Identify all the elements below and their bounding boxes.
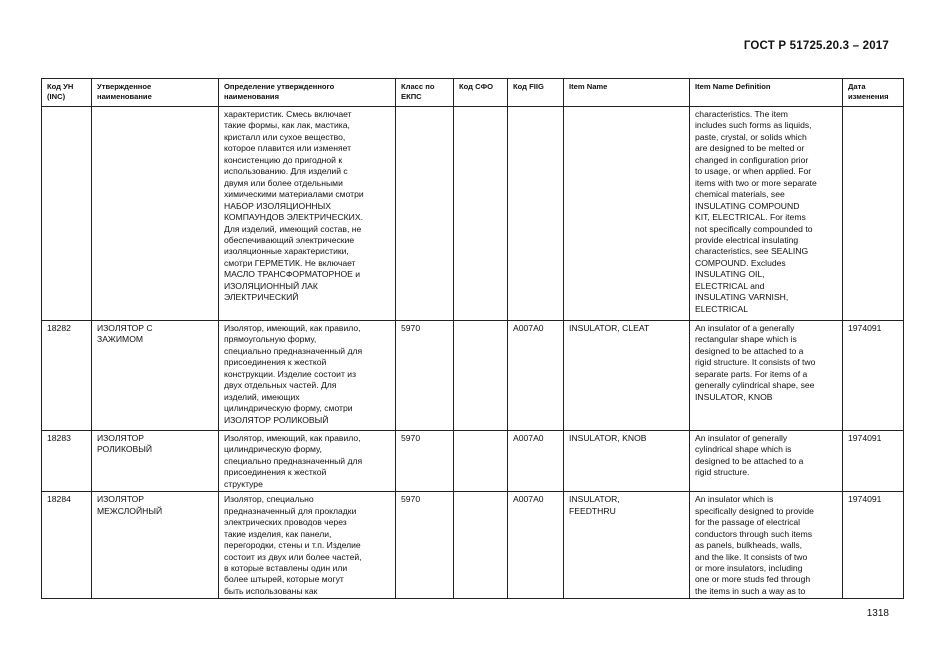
cell-item-definition: An insulator of generally cylindrical shape which is designed to be attached to a rigid structure.	[690, 431, 843, 492]
cell-inc: 18284	[42, 492, 92, 599]
table-header-row	[42, 79, 904, 107]
header-fiig-code: Код FIIG	[508, 79, 564, 107]
cell-item-definition: An insulator of a generally rectangular shape which is designed to be attached to a rigid structure. It consists of two separate parts. For items of a generally cylindrical shape, see INSULATOR, KNOB	[690, 321, 843, 431]
cell-fiig-code: A007A0	[508, 321, 564, 431]
header-sfo-code: Код СФО	[454, 79, 508, 107]
cell-inc: 18282	[42, 321, 92, 431]
cell-fiig-code	[508, 107, 564, 321]
header-approved-name: Утвержденное наименование	[92, 79, 219, 107]
table-row	[42, 107, 904, 321]
cell-ekps-class: 5970	[396, 321, 454, 431]
cell-approved-name	[92, 107, 219, 321]
cell-item-name	[564, 107, 690, 321]
cell-item-definition: An insulator which is specifically designed to provide for the passage of electrical conductors through such items as panels, bulkheads, walls, and the like. It consists of two or more insulators, including one or more studs fed through the items in such a way as to	[690, 492, 843, 599]
cell-change-date: 1974091	[843, 431, 904, 492]
cell-sfo-code	[454, 321, 508, 431]
cell-approved-name: ИЗОЛЯТОР С ЗАЖИМОМ	[92, 321, 219, 431]
cell-approved-name: ИЗОЛЯТОР РОЛИКОВЫЙ	[92, 431, 219, 492]
header-definition: Определение утвержденного наименования	[219, 79, 396, 107]
page-number: 1318	[866, 608, 889, 619]
header-item-definition: Item Name Definition	[690, 79, 843, 107]
table-row	[42, 431, 904, 492]
cell-item-definition: characteristics. The item includes such forms as liquids, paste, crystal, or solids which are designed to be melted or changed in configuration prior to usage, or when applied. For items with two or more separate chemical materials, see INSULATING COMPOUND KIT, ELECTRICAL. For items not specifically compounded to provide electrical insulating characteristics, see SEALING COMPOUND. Excludes INSULATING OIL, ELECTRICAL and INSULATING VARNISH, ELECTRICAL	[690, 107, 843, 321]
cell-definition: Изолятор, имеющий, как правило, прямоугольную форму, специально предназначенный для присоединения к жесткой конструкции. Изделие состоит из двух отдельных частей. Для изделий, имеющих цилиндрическую форму, смотри ИЗОЛЯТОР РОЛИКОВЫЙ	[219, 321, 396, 431]
cell-ekps-class: 5970	[396, 492, 454, 599]
cell-item-name: INSULATOR, CLEAT	[564, 321, 690, 431]
header-ekps-class: Класс по ЕКПС	[396, 79, 454, 107]
cell-change-date: 1974091	[843, 321, 904, 431]
nomenclature-table	[41, 78, 904, 599]
cell-ekps-class: 5970	[396, 431, 454, 492]
cell-sfo-code	[454, 431, 508, 492]
cell-definition: Изолятор, имеющий, как правило, цилиндрическую форму, специально предназначенный для присоединения к жесткой структуре	[219, 431, 396, 492]
cell-ekps-class	[396, 107, 454, 321]
cell-fiig-code: A007A0	[508, 431, 564, 492]
cell-inc: 18283	[42, 431, 92, 492]
cell-fiig-code: A007A0	[508, 492, 564, 599]
cell-definition: характеристик. Смесь включает такие формы, как лак, мастика, кристалл или сухое вещество, которое плавится или изменяет консистенцию до пригодной к использованию. Для изделий с двумя или более отдельными химическими материалами смотри НАБОР ИЗОЛЯЦИОННЫХ КОМПАУНДОВ ЭЛЕКТРИЧЕСКИХ. Для изделий, имеющий состав, не обеспечивающий электрические изоляционные характеристики, смотри ГЕРМЕТИК. Не включает МАСЛО ТРАНСФОРМАТОРНОЕ и ИЗОЛЯЦИОННЫЙ ЛАК ЭЛЕКТРИЧЕСКИЙ	[219, 107, 396, 321]
cell-change-date	[843, 107, 904, 321]
cell-sfo-code	[454, 107, 508, 321]
document-standard-number: ГОСТ Р 51725.20.3 – 2017	[743, 40, 889, 52]
table-row	[42, 321, 904, 431]
cell-item-name: INSULATOR, KNOB	[564, 431, 690, 492]
header-change-date: Дата изменения	[843, 79, 904, 107]
cell-change-date: 1974091	[843, 492, 904, 599]
cell-sfo-code	[454, 492, 508, 599]
cell-inc	[42, 107, 92, 321]
cell-item-name: INSULATOR, FEEDTHRU	[564, 492, 690, 599]
header-item-name: Item Name	[564, 79, 690, 107]
cell-definition: Изолятор, специально предназначенный для прокладки электрических проводов через такие изделия, как панели, перегородки, стены и т.п. Изделие состоит из двух или более частей, в которые вставлены один или более штырей, которые могут быть использованы как	[219, 492, 396, 599]
header-inc: Код УН (INC)	[42, 79, 92, 107]
table-row	[42, 492, 904, 599]
cell-approved-name: ИЗОЛЯТОР МЕЖСЛОЙНЫЙ	[92, 492, 219, 599]
